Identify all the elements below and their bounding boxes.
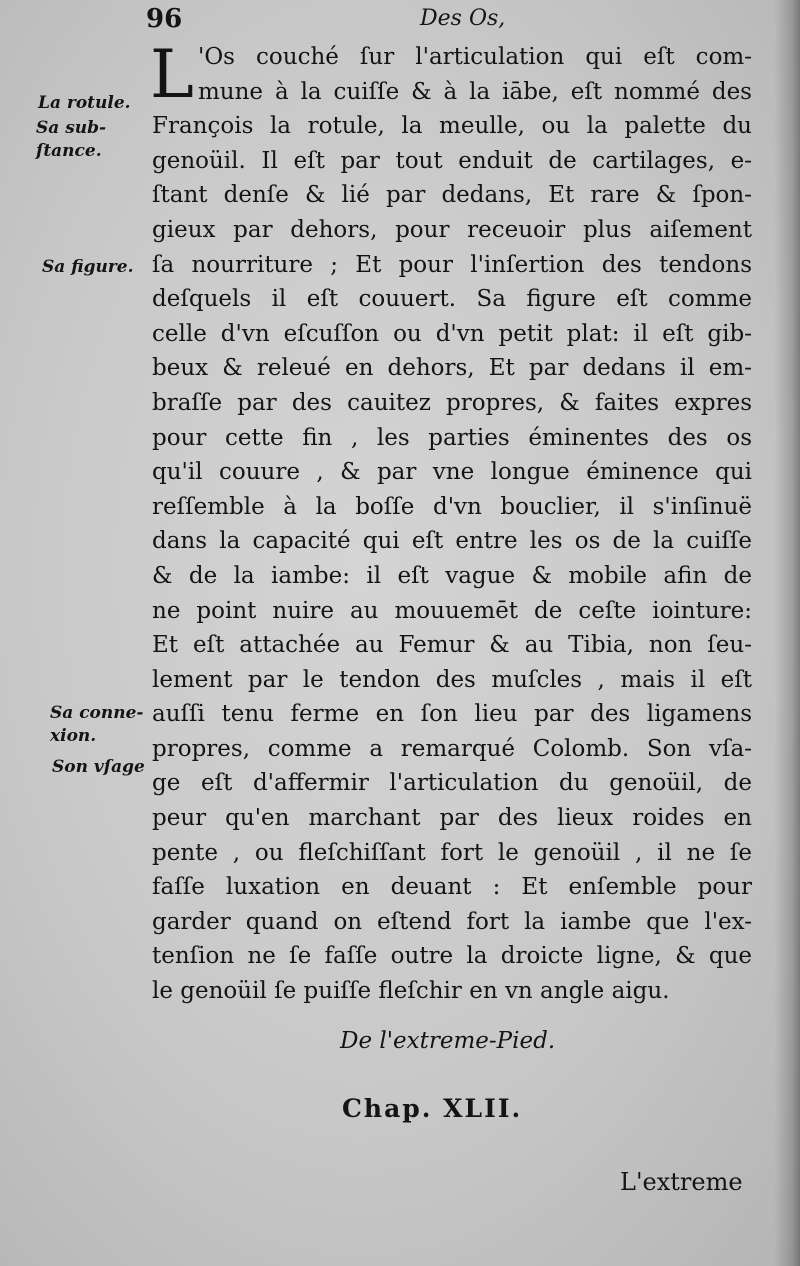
text-line: ſtant denſe & lié par dedans, Et rare & ſpon- bbox=[152, 182, 752, 209]
margin-note-vsage: Son vſage bbox=[52, 757, 145, 777]
body-text bbox=[150, 36, 752, 1009]
text-line: ſa nourriture ; Et pour l'inſertion des tendons bbox=[152, 251, 752, 278]
text-line: 'Os couché ſur l'articulation qui eſt com- bbox=[198, 44, 752, 70]
margin-note-connexion-line1: Sa conne- bbox=[50, 703, 144, 723]
section-title: De l'extreme-Pied. bbox=[340, 1028, 556, 1054]
text-line: mune à la cuiſſe & à la iābe, eſt nommé des bbox=[198, 78, 752, 105]
margin-note-substance-line1: Sa sub- bbox=[36, 118, 107, 138]
text-line: lement par le tendon des muſcles , mais il eſt bbox=[152, 666, 752, 693]
text-line: Et eſt attachée au Femur & au Tibia, non ſeu- bbox=[152, 632, 752, 659]
page-edge-shadow bbox=[774, 0, 800, 1266]
text-line: & de la iambe: il eſt vague & mobile afin de bbox=[152, 562, 752, 589]
text-line: deſquels il eſt couuert. Sa figure eſt comme bbox=[152, 286, 752, 313]
text-line: braſſe par des cauitez propres, & faites expres bbox=[152, 389, 752, 416]
running-head: Des Os, bbox=[420, 6, 506, 31]
text-line: ne point nuire au mouuemēt de ceſte iointure: bbox=[152, 597, 752, 624]
catchword: L'extreme bbox=[620, 1168, 743, 1196]
text-line: qu'il couure , & par vne longue éminence qui bbox=[152, 459, 752, 486]
margin-note-connexion-line2: xion. bbox=[50, 726, 97, 746]
text-line: gieux par dehors, pour receuoir plus aiſement bbox=[152, 216, 752, 243]
margin-note-rotule: La rotule. bbox=[38, 93, 131, 113]
text-line: pour cette fin , les parties éminentes des os bbox=[152, 424, 752, 451]
text-line: François la rotule, la meulle, ou la palette du bbox=[152, 113, 752, 140]
margin-notes bbox=[0, 0, 160, 1266]
text-line: genoüil. Il eſt par tout enduit de cartilages, e- bbox=[152, 147, 752, 174]
text-line: garder quand on eſtend fort la iambe que l'ex- bbox=[152, 908, 752, 935]
text-line: pente , ou fleſchiſſant fort le genoüil , il ne ſe bbox=[152, 839, 752, 866]
page-number: 96 bbox=[146, 4, 183, 34]
text-line: ge eſt d'affermir l'articulation du genoüil, de bbox=[152, 770, 752, 797]
chapter-title: Chap. XLII. bbox=[342, 1094, 523, 1123]
text-line: peur qu'en marchant par des lieux roides en bbox=[152, 805, 752, 832]
opening-lines bbox=[150, 36, 752, 113]
margin-note-substance-line2: ſtance. bbox=[36, 141, 102, 161]
margin-note-connexion bbox=[50, 702, 144, 748]
drop-cap: L bbox=[150, 36, 194, 113]
text-line: reſſemble à la boſſe d'vn bouclier, il s'inſinuë bbox=[152, 493, 752, 520]
text-line: celle d'vn eſcuſſon ou d'vn petit plat: il eſt gib- bbox=[152, 320, 752, 347]
text-line: dans la capacité qui eſt entre les os de la cuiſſe bbox=[152, 528, 752, 555]
margin-note-figure: Sa figure. bbox=[42, 257, 134, 277]
text-line: faſſe luxation en deuant : Et enſemble pour bbox=[152, 874, 752, 901]
text-line: beux & releué en dehors, Et par dedans il em- bbox=[152, 355, 752, 382]
text-line: le genoüil ſe puiſſe fleſchir en vn angle aigu. bbox=[152, 978, 670, 1005]
text-line: auſſi tenu ferme en ſon lieu par des ligamens bbox=[152, 701, 752, 728]
text-line: propres, comme a remarqué Colomb. Son vſa- bbox=[152, 735, 752, 762]
text-line: tenſion ne ſe faſſe outre la droicte ligne, & que bbox=[152, 943, 752, 970]
margin-note-substance bbox=[36, 117, 106, 163]
